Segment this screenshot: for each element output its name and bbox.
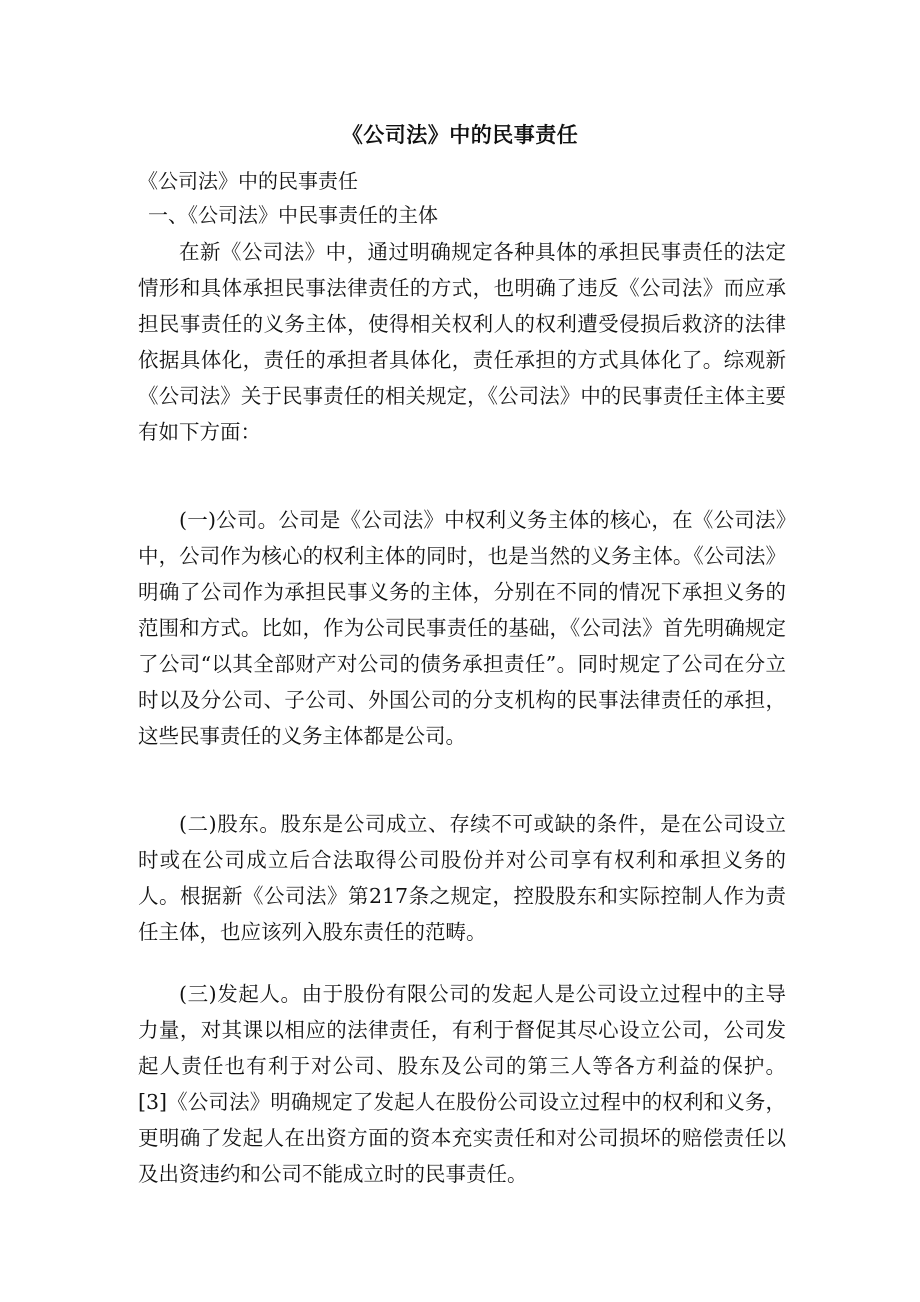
paragraph-company: (一)公司。公司是《公司法》中权利义务主体的核心，在《公司法》中，公司作为核心的权利主体的同时，也是当然的义务主体。《公司法》明确了公司作为承担民事义务的主体，分别在不同的情况下承担义务的范围和方式。比如，作为公司民事责任的基础，《公司法》首先明确规定了公司“以其全部财产对公司的债务承担责任”。同时规定了公司在分立时以及分公司、子公司、外国公司的分支机构的民事法律责任的承担，这些民事责任的义务主体都是公司。 — [138, 508, 786, 748]
paragraph-promoter: (三)发起人。由于股份有限公司的发起人是公司设立过程中的主导力量，对其课以相应的法律责任，有利于督促其尽心设立公司，公司发起人责任也有利于对公司、股东及公司的第三人等各方利益的保护。 [3]《公司法》明确规定了发起人在股份公司设立过程中的权利和义务，更明确了发起人在出资方面的资本充实责任和对公司损坏的赔偿责任以及出资违约和公司不能成立时的民事责任。 — [138, 982, 786, 1186]
paragraph-intro: 在新《公司法》中，通过明确规定各种具体的承担民事责任的法定情形和具体承担民事法律责任的方式，也明确了违反《公司法》而应承担民事责任的义务主体，使得相关权利人的权利遭受侵损后救济的法律依据具体化，责任的承担者具体化，责任承担的方式具体化了。综观新《公司法》关于民事责任的相关规定，《公司法》中的民事责任主体主要有如下方面： — [138, 240, 786, 444]
paragraph-shareholder: (二)股东。股东是公司成立、存续不可或缺的条件，是在公司设立时或在公司成立后合法取得公司股份并对公司享有权利和承担义务的人。根据新《公司法》第217条之规定，控股股东和实际控制人作为责任主体，也应该列入股东责任的范畴。 — [138, 812, 786, 944]
document-subtitle: 《公司法》中的民事责任 — [138, 169, 358, 193]
document-title: 《公司法》中的民事责任 — [341, 122, 579, 147]
section-heading: 一、《公司法》中民事责任的主体 — [148, 203, 438, 227]
